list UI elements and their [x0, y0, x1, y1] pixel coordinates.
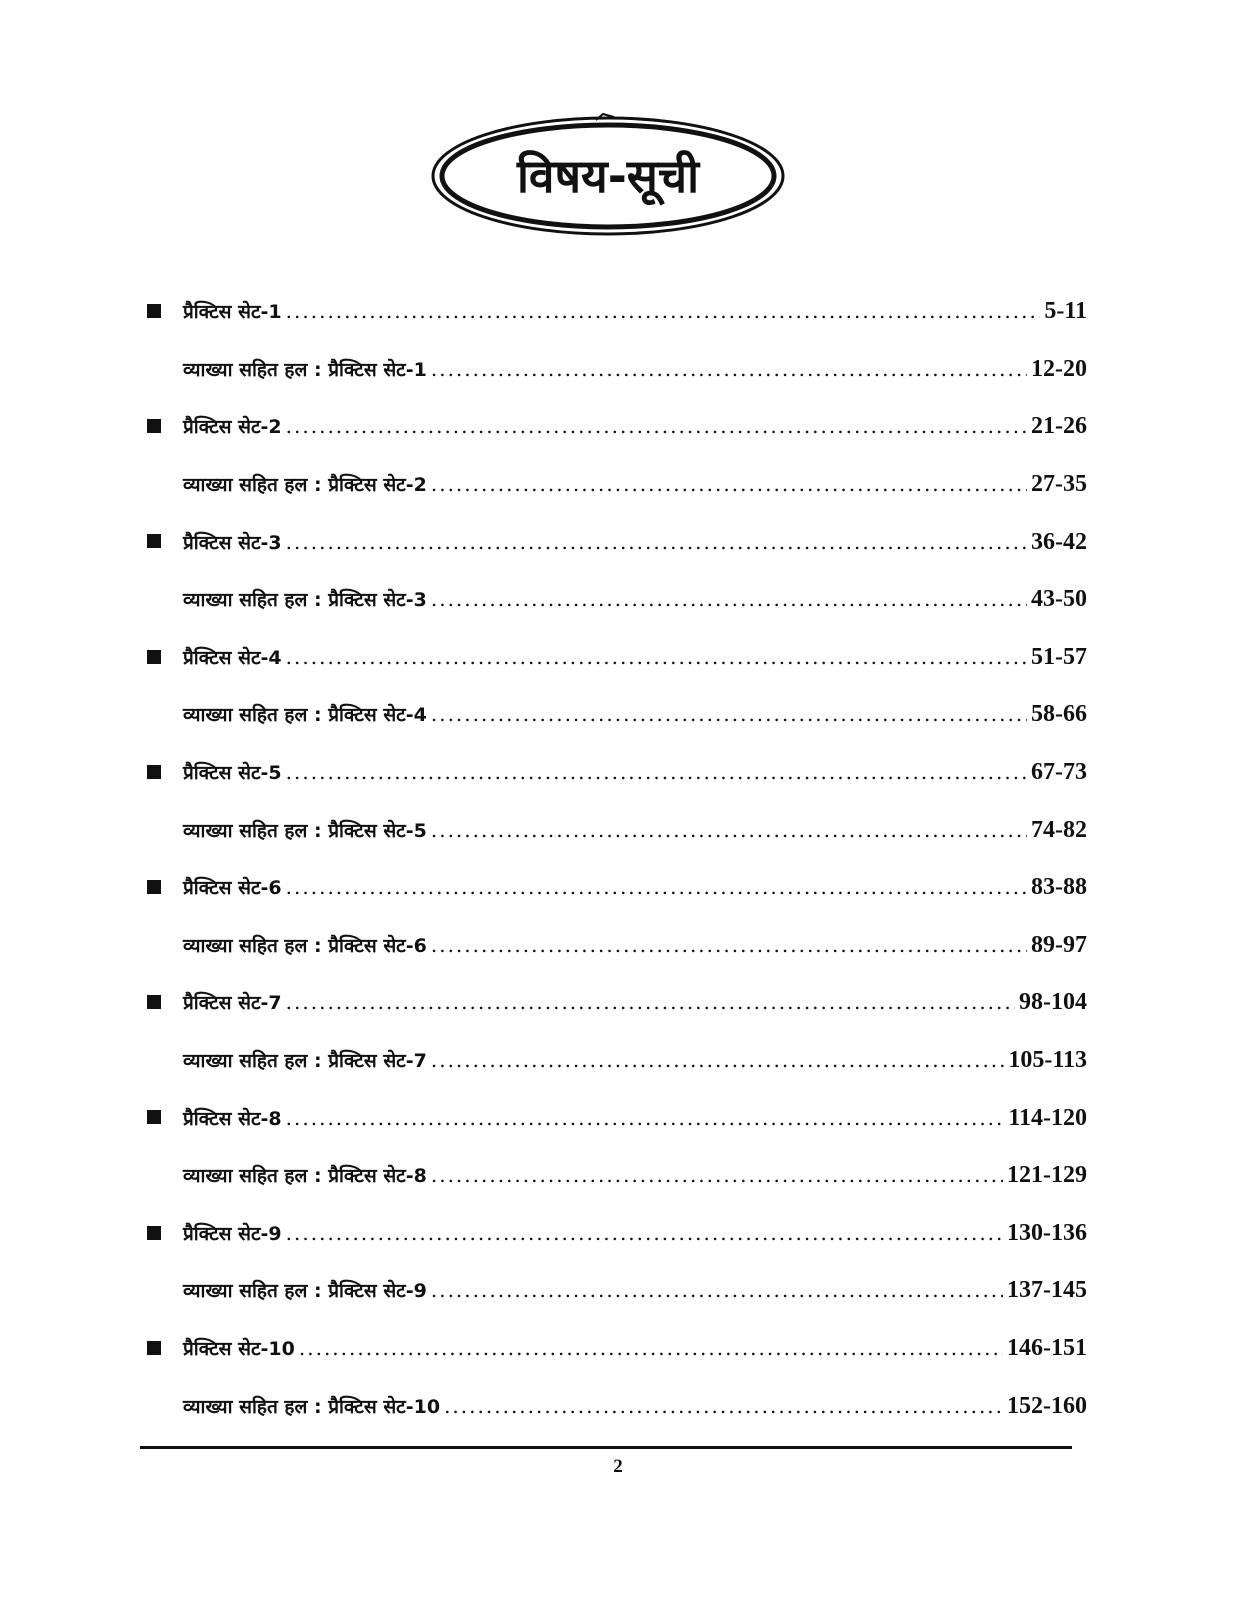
toc-entry-pages: 21-26	[1031, 413, 1087, 440]
toc-entry-pages: 74-82	[1031, 816, 1087, 843]
toc-entry[interactable]	[183, 644, 1087, 671]
toc-entry-label: प्रैक्टिस सेट-8	[183, 1107, 282, 1130]
toc-entry-label: व्याख्या सहित हल : प्रैक्टिस सेट-5	[183, 819, 427, 842]
toc-entry-pages: 27-35	[1031, 471, 1087, 498]
toc-row-practice-set	[0, 283, 1236, 341]
toc-entry-label: व्याख्या सहित हल : प्रैक्टिस सेट-3	[183, 589, 427, 612]
square-bullet-icon	[147, 1341, 161, 1355]
footer-divider	[140, 1446, 1072, 1449]
toc-entry[interactable]	[183, 1047, 1087, 1074]
dot-leader	[299, 1336, 1003, 1360]
toc-entry-label: प्रैक्टिस सेट-6	[183, 877, 282, 900]
toc-entry-label: व्याख्या सहित हल : प्रैक्टिस सेट-8	[183, 1165, 427, 1188]
toc-entry[interactable]	[183, 471, 1087, 498]
toc-entry[interactable]	[183, 817, 1087, 844]
square-bullet-icon	[147, 650, 161, 664]
toc-entry-pages: 105-113	[1008, 1047, 1087, 1074]
toc-entry[interactable]	[183, 1335, 1087, 1362]
dot-leader	[431, 818, 1027, 842]
dot-leader	[431, 933, 1027, 957]
toc-entry-label: व्याख्या सहित हल : प्रैक्टिस सेट-4	[183, 704, 427, 727]
dot-leader	[286, 299, 1041, 323]
toc-entry-label: व्याख्या सहित हल : प्रैक्टिस सेट-1	[183, 358, 427, 381]
toc-entry-pages: 12-20	[1031, 355, 1087, 382]
toc-entry[interactable]	[183, 701, 1087, 728]
toc-entry-label: प्रैक्टिस सेट-9	[183, 1222, 282, 1245]
square-bullet-icon	[147, 995, 161, 1009]
toc-entry[interactable]	[183, 298, 1087, 325]
toc-row-practice-set	[0, 1089, 1236, 1147]
toc-row-solution	[0, 686, 1236, 744]
toc-entry-label: व्याख्या सहित हल : प्रैक्टिस सेट-2	[183, 474, 427, 497]
dot-leader	[431, 587, 1027, 611]
toc-row-solution	[0, 801, 1236, 859]
dot-leader	[431, 357, 1027, 381]
toc-entry[interactable]	[183, 1393, 1087, 1420]
toc-entry-pages: 114-120	[1008, 1104, 1087, 1131]
toc-entry-pages: 98-104	[1019, 989, 1087, 1016]
square-bullet-icon	[147, 419, 161, 433]
toc-entry[interactable]	[183, 1277, 1087, 1304]
dot-leader	[286, 1106, 1005, 1130]
table-of-contents	[0, 283, 1236, 1435]
toc-entry[interactable]	[183, 1220, 1087, 1247]
dot-leader	[431, 472, 1027, 496]
toc-row-solution	[0, 341, 1236, 399]
toc-row-solution	[0, 1262, 1236, 1320]
toc-entry-pages: 146-151	[1007, 1334, 1087, 1361]
dot-leader	[286, 990, 1015, 1014]
toc-row-solution	[0, 1032, 1236, 1090]
toc-row-practice-set	[0, 859, 1236, 917]
toc-entry-pages: 83-88	[1031, 874, 1087, 901]
dot-leader	[286, 645, 1027, 669]
dot-leader	[286, 1221, 1003, 1245]
toc-entry-pages: 5-11	[1044, 298, 1087, 325]
toc-entry-label: प्रैक्टिस सेट-7	[183, 992, 282, 1015]
dot-leader	[431, 702, 1027, 726]
toc-entry[interactable]	[183, 356, 1087, 383]
dot-leader	[286, 760, 1027, 784]
toc-row-solution	[0, 1377, 1236, 1435]
toc-entry[interactable]	[183, 874, 1087, 901]
toc-entry-pages: 89-97	[1031, 931, 1087, 958]
toc-entry-label: प्रैक्टिस सेट-1	[183, 301, 282, 324]
toc-entry-label: व्याख्या सहित हल : प्रैक्टिस सेट-6	[183, 934, 427, 957]
toc-row-solution	[0, 571, 1236, 629]
square-bullet-icon	[147, 534, 161, 548]
toc-entry[interactable]	[183, 586, 1087, 613]
toc-entry-label: प्रैक्टिस सेट-4	[183, 646, 282, 669]
toc-entry-pages: 36-42	[1031, 528, 1087, 555]
toc-entry[interactable]	[183, 759, 1087, 786]
toc-entry[interactable]	[183, 1162, 1087, 1189]
toc-row-practice-set	[0, 1205, 1236, 1263]
toc-entry[interactable]	[183, 932, 1087, 959]
dot-leader	[286, 530, 1027, 554]
toc-row-practice-set	[0, 513, 1236, 571]
toc-entry-pages: 137-145	[1007, 1277, 1087, 1304]
dot-leader	[286, 414, 1027, 438]
toc-row-practice-set	[0, 744, 1236, 802]
toc-entry[interactable]	[183, 413, 1087, 440]
dot-leader	[286, 875, 1027, 899]
toc-entry-label: व्याख्या सहित हल : प्रैक्टिस सेट-7	[183, 1050, 427, 1073]
toc-entry-pages: 121-129	[1007, 1162, 1087, 1189]
dot-leader	[431, 1048, 1004, 1072]
toc-entry-label: प्रैक्टिस सेट-3	[183, 531, 282, 554]
square-bullet-icon	[147, 765, 161, 779]
toc-entry[interactable]	[183, 529, 1087, 556]
dot-leader	[431, 1278, 1003, 1302]
page-title: विषय-सूची	[516, 149, 700, 203]
toc-entry-pages: 43-50	[1031, 586, 1087, 613]
square-bullet-icon	[147, 304, 161, 318]
toc-entry-label: प्रैक्टिस सेट-5	[183, 762, 282, 785]
square-bullet-icon	[147, 1110, 161, 1124]
toc-entry-label: प्रैक्टिस सेट-10	[183, 1337, 295, 1360]
toc-entry[interactable]	[183, 1105, 1087, 1132]
toc-entry-label: प्रैक्टिस सेट-2	[183, 416, 282, 439]
toc-row-solution	[0, 917, 1236, 975]
page-number: 2	[613, 1456, 623, 1477]
square-bullet-icon	[147, 880, 161, 894]
title-badge	[428, 112, 788, 240]
toc-row-solution	[0, 1147, 1236, 1205]
square-bullet-icon	[147, 1226, 161, 1240]
toc-entry-label: व्याख्या सहित हल : प्रैक्टिस सेट-9	[183, 1280, 427, 1303]
toc-row-practice-set	[0, 1320, 1236, 1378]
dot-leader	[431, 1163, 1003, 1187]
toc-entry-pages: 58-66	[1031, 701, 1087, 728]
toc-row-practice-set	[0, 974, 1236, 1032]
toc-row-practice-set	[0, 398, 1236, 456]
toc-row-practice-set	[0, 629, 1236, 687]
toc-entry-pages: 152-160	[1007, 1392, 1087, 1419]
dot-leader	[444, 1394, 1003, 1418]
toc-row-solution	[0, 456, 1236, 514]
toc-entry-pages: 67-73	[1031, 759, 1087, 786]
toc-entry-pages: 51-57	[1031, 643, 1087, 670]
toc-entry-pages: 130-136	[1007, 1219, 1087, 1246]
toc-entry-label: व्याख्या सहित हल : प्रैक्टिस सेट-10	[183, 1395, 441, 1418]
toc-entry[interactable]	[183, 989, 1087, 1016]
